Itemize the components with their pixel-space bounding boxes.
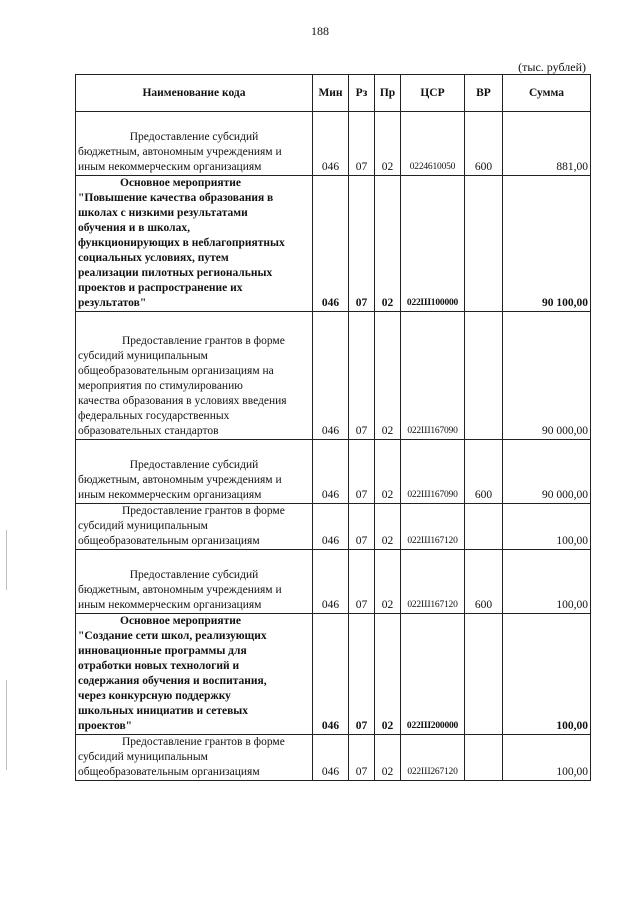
- row-name-line: качества образования в условиях введения: [78, 395, 287, 407]
- row-min: 046: [313, 312, 349, 440]
- row-name-line: бюджетным, автономным учреждениям и: [78, 146, 282, 158]
- row-csr: 0224610050: [401, 112, 465, 176]
- row-name-line: Предоставление субсидий: [129, 569, 259, 581]
- table-row: [76, 614, 591, 735]
- row-pr: 02: [375, 504, 401, 550]
- units-label: (тыс. рублей): [518, 60, 586, 74]
- row-name-line: инновационные программы для: [78, 645, 247, 657]
- header-csr: ЦСР: [401, 75, 465, 112]
- row-min: 046: [313, 440, 349, 504]
- row-vr: [465, 735, 503, 781]
- row-rz: 07: [349, 735, 375, 781]
- row-name-line: Предоставление грантов в форме: [122, 335, 285, 347]
- header-pr: Пр: [375, 75, 401, 112]
- row-name-line: бюджетным, автономным учреждениям и: [78, 474, 282, 486]
- header-vr: ВР: [465, 75, 503, 112]
- row-name-line: реализации пилотных региональных: [78, 267, 273, 279]
- row-min: 046: [313, 112, 349, 176]
- header-sum: Сумма: [503, 75, 591, 112]
- row-csr: 022Ш200000: [401, 614, 465, 735]
- row-name-line: через конкурсную поддержку: [78, 690, 231, 702]
- row-pr: 02: [375, 112, 401, 176]
- row-csr: 022Ш267120: [401, 735, 465, 781]
- row-name-line: образовательных стандартов: [78, 425, 219, 437]
- row-name-line: школьных инициатив и сетевых: [78, 705, 249, 717]
- row-min: 046: [313, 504, 349, 550]
- row-name-line: Основное мероприятие: [120, 177, 242, 189]
- row-rz: 07: [349, 504, 375, 550]
- row-name-line: Предоставление субсидий: [129, 459, 259, 471]
- row-rz: 07: [349, 312, 375, 440]
- row-name-line: иным некоммерческим организациям: [78, 599, 262, 611]
- row-name-line: общеобразовательным организациям на: [78, 365, 274, 377]
- row-sum: 90 000,00: [503, 440, 591, 504]
- row-pr: 02: [375, 735, 401, 781]
- row-vr: 600: [465, 550, 503, 614]
- row-name-line: общеобразовательным организациям: [78, 766, 260, 778]
- row-vr: [465, 504, 503, 550]
- row-name-line: иным некоммерческим организациям: [78, 161, 262, 173]
- table-row: [76, 440, 591, 504]
- row-name-line: иным некоммерческим организациям: [78, 489, 262, 501]
- row-name-line: Предоставление субсидий: [129, 131, 259, 143]
- row-sum: 90 000,00: [503, 312, 591, 440]
- row-rz: 07: [349, 550, 375, 614]
- row-vr: [465, 312, 503, 440]
- row-sum: 881,00: [503, 112, 591, 176]
- row-csr: 022Ш100000: [401, 176, 465, 312]
- row-name-line: "Повышение качества образования в: [78, 192, 274, 204]
- row-name-line: результатов": [78, 297, 147, 309]
- header-name: Наименование кода: [76, 75, 313, 112]
- row-name-line: Основное мероприятие: [120, 615, 242, 627]
- row-name-line: социальных условиях, путем: [78, 252, 229, 264]
- row-name: [76, 504, 313, 550]
- header-min: Мин: [313, 75, 349, 112]
- row-pr: 02: [375, 440, 401, 504]
- row-min: 046: [313, 614, 349, 735]
- row-name-line: проектов": [78, 720, 133, 732]
- row-name-line: субсидий муниципальным: [78, 350, 208, 362]
- row-name-line: субсидий муниципальным: [78, 751, 208, 763]
- row-vr: 600: [465, 440, 503, 504]
- table-row: [76, 176, 591, 312]
- row-name-line: обучения и в школах,: [78, 222, 190, 234]
- row-pr: 02: [375, 176, 401, 312]
- row-pr: 02: [375, 614, 401, 735]
- row-sum: 90 100,00: [503, 176, 591, 312]
- row-rz: 07: [349, 440, 375, 504]
- table-row: [76, 550, 591, 614]
- row-csr: 022Ш167120: [401, 550, 465, 614]
- header-rz: Рз: [349, 75, 375, 112]
- page-number: 188: [311, 24, 329, 38]
- row-name-line: школах с низкими результатами: [78, 207, 248, 219]
- row-name-line: Предоставление грантов в форме: [122, 736, 285, 748]
- row-vr: [465, 176, 503, 312]
- table-row: [76, 735, 591, 781]
- row-name-line: субсидий муниципальным: [78, 520, 208, 532]
- row-vr: 600: [465, 112, 503, 176]
- row-pr: 02: [375, 550, 401, 614]
- row-vr: [465, 614, 503, 735]
- row-sum: 100,00: [503, 550, 591, 614]
- row-name: [76, 735, 313, 781]
- row-csr: 022Ш167090: [401, 312, 465, 440]
- row-name: [76, 614, 313, 735]
- row-min: 046: [313, 550, 349, 614]
- row-sum: 100,00: [503, 735, 591, 781]
- row-name-line: содержания обучения и воспитания,: [78, 675, 267, 687]
- row-name-line: "Создание сети школ, реализующих: [78, 630, 267, 642]
- row-name: [76, 440, 313, 504]
- row-pr: 02: [375, 312, 401, 440]
- scan-margin-mark: [6, 530, 7, 590]
- row-rz: 07: [349, 614, 375, 735]
- row-csr: 022Ш167120: [401, 504, 465, 550]
- row-name: [76, 112, 313, 176]
- row-name-line: отработки новых технологий и: [78, 660, 240, 672]
- row-name: [76, 550, 313, 614]
- row-name-line: Предоставление грантов в форме: [122, 505, 285, 517]
- row-rz: 07: [349, 176, 375, 312]
- row-name: [76, 176, 313, 312]
- row-name-line: функционирующих в неблагоприятных: [78, 237, 285, 249]
- row-csr: 022Ш167090: [401, 440, 465, 504]
- scan-margin-mark: [6, 680, 7, 770]
- row-sum: 100,00: [503, 614, 591, 735]
- row-min: 046: [313, 176, 349, 312]
- table-row: [76, 112, 591, 176]
- row-name: [76, 312, 313, 440]
- row-name-line: мероприятия по стимулированию: [78, 380, 243, 392]
- row-rz: 07: [349, 112, 375, 176]
- row-sum: 100,00: [503, 504, 591, 550]
- table-row: [76, 504, 591, 550]
- budget-table: [75, 74, 591, 781]
- row-name-line: федеральных государственных: [78, 410, 230, 422]
- table-row: [76, 312, 591, 440]
- row-min: 046: [313, 735, 349, 781]
- row-name-line: проектов и распространение их: [78, 282, 243, 294]
- row-name-line: бюджетным, автономным учреждениям и: [78, 584, 282, 596]
- table-header-row: [76, 75, 591, 112]
- row-name-line: общеобразовательным организациям: [78, 535, 260, 547]
